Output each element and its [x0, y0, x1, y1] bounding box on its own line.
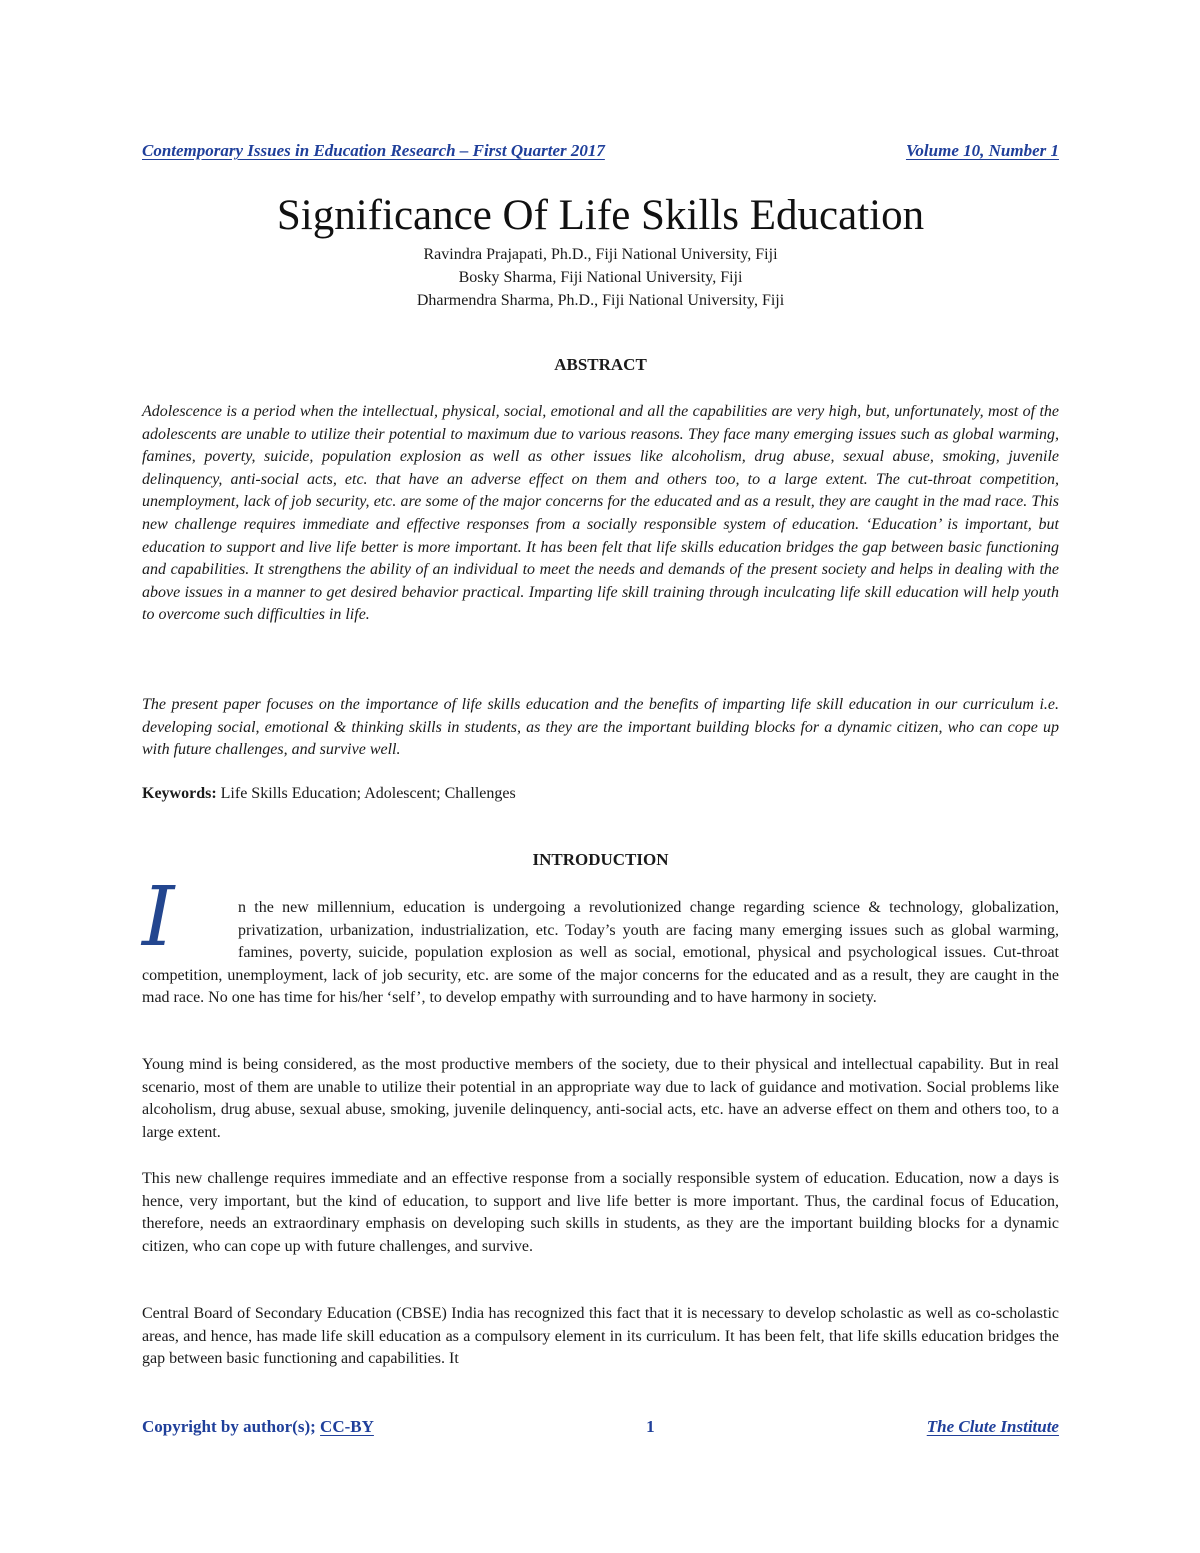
introduction-paragraph-text: n the new millennium, education is undergoing a revolutionized change regarding science & technology, globalization, privatization, urbanization, industrialization, etc. Today’s youth are facing many emerging issues such as global warming, famines, poverty, suicide, population explosion as well as social, emotional, physical and psychological issues. Cut-throat competition, unemployment, lack of job security, etc. are some of the major concerns for the educated and as a result, they are caught in the mad race. No one has time for his/her ‘self’, to develop empathy with surrounding and to have harmony in society.: [142, 899, 1059, 1007]
journal-name: Contemporary Issues in Education Research – First Quarter 2017: [142, 141, 605, 160]
author-line: Bosky Sharma, Fiji National University, Fiji: [458, 269, 743, 286]
keywords: [142, 783, 1059, 805]
keywords-label: Keywords:: [142, 785, 217, 802]
body-paragraph: Young mind is being considered, as the most productive members of the society, due to their physical and intellectual capability. But in real scenario, most of them are unable to utilize their potential in an appropriate way due to lack of guidance and motivation. Social problems like alcoholism, drug abuse, sexual abuse, smoking, juvenile delinquency, anti-social acts, etc. have an adverse effect on them and others too, to a large extent.: [142, 1056, 1059, 1141]
page-footer: [142, 1417, 1059, 1437]
drop-cap: I: [142, 870, 175, 965]
abstract-paragraph: Adolescence is a period when the intellectual, physical, social, emotional and all the capabilities are very high, but, unfortunately, most of the adolescents are unable to utilize their potential to maximum due to various reasons. They face many emerging issues such as global warming, famines, poverty, suicide, population explosion as well as other issues like alcoholism, drug abuse, sexual abuse, smoking, juvenile delinquency, anti-social acts, etc. that have an adverse effect on them and others too, to a large extent. The cut-throat competition, unemployment, lack of job security, etc. are some of the major concerns for the educated and as a result, they are caught in the mad race. This new challenge requires immediate and effective responses from a socially responsible system of education. ‘Education’ is important, but education to support and live life better is more important. It has been felt that life skills education bridges the gap between basic functioning and capabilities. It strengthens the ability of an individual to meet the needs and demands of the present society and helps in dealing with the above issues in a manner to get desired behavior practical. Imparting life skill training through inculcating life skill education will help youth to overcome such difficulties in life.: [142, 403, 1059, 624]
keywords-text: Life Skills Education; Adolescent; Challenges: [216, 785, 516, 802]
publisher-link[interactable]: The Clute Institute: [926, 1417, 1059, 1436]
drop-cap-spacer: [142, 897, 238, 963]
paper-page: [142, 0, 1059, 1553]
volume-number: Volume 10, Number 1: [905, 141, 1059, 160]
page-number: 1: [646, 1417, 655, 1436]
paper-title: Significance Of Life Skills Education: [276, 192, 925, 239]
copyright-text: Copyright by author(s);: [142, 1417, 321, 1436]
introduction-paragraph: [142, 897, 1059, 1010]
body-paragraph: This new challenge requires immediate and an effective response from a socially responsible system of education. Education, now a days is hence, very important, but the kind of education, to support and live life better is more important. Thus, the cardinal focus of Education, therefore, needs an extraordinary emphasis on developing such skills in students, as they are the important building blocks for a dynamic citizen, who can cope up with future challenges, and survive.: [142, 1170, 1059, 1255]
running-header: [142, 141, 1059, 161]
abstract-paragraph: The present paper focuses on the importance of life skills education and the benefits of imparting life skill education in our curriculum i.e. developing social, emotional & thinking skills in students, as they are the important building blocks for a dynamic citizen, who can cope up with future challenges, and survive well.: [142, 696, 1059, 759]
author-line: Dharmendra Sharma, Ph.D., Fiji National University, Fiji: [416, 292, 785, 309]
copyright-notice: [142, 1417, 374, 1437]
body-paragraph: Central Board of Secondary Education (CBSE) India has recognized this fact that it is necessary to develop scholastic as well as co-scholastic areas, and hence, has made life skill education as a compulsory element in its curriculum. It has been felt, that life skills education bridges the gap between basic functioning and capabilities. It: [142, 1305, 1059, 1368]
introduction-heading: INTRODUCTION: [532, 850, 669, 869]
abstract-heading: ABSTRACT: [554, 355, 647, 374]
license-link[interactable]: CC-BY: [320, 1417, 374, 1436]
author-line: Ravindra Prajapati, Ph.D., Fiji National University, Fiji: [423, 246, 778, 263]
author-list: [142, 243, 1059, 312]
